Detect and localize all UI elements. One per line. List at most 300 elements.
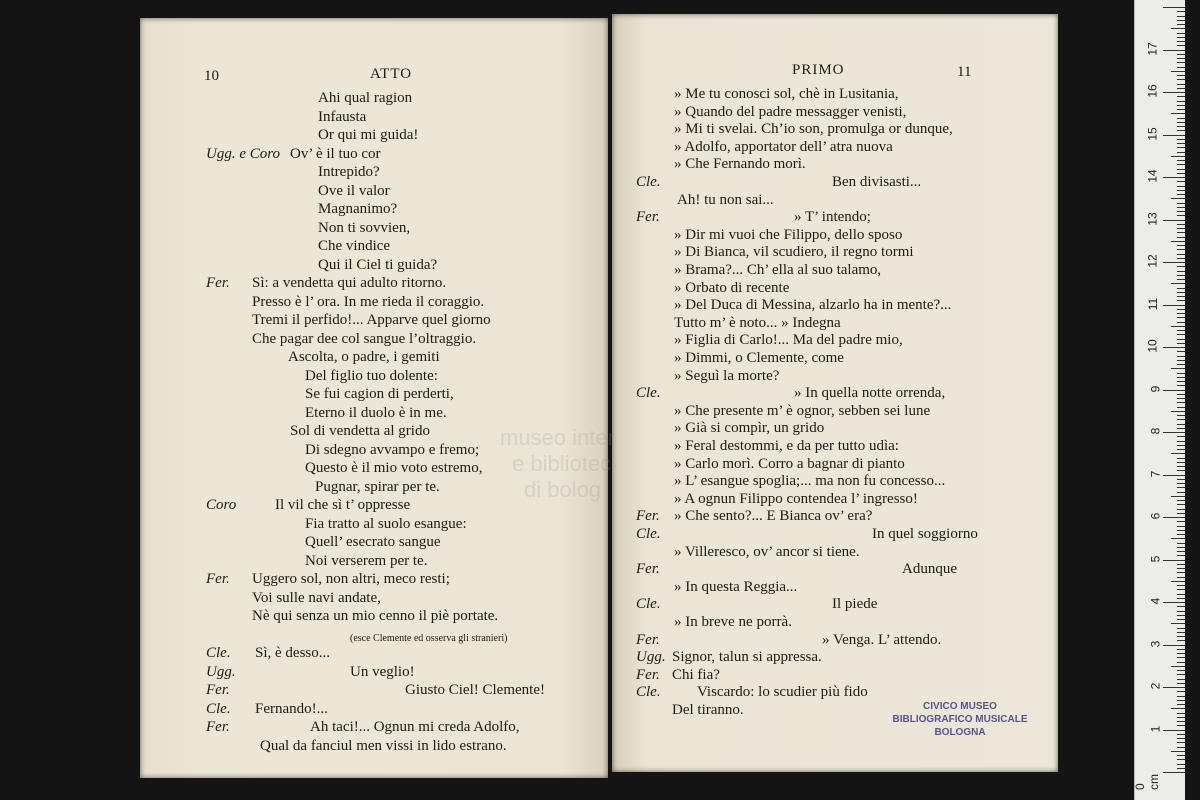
ruler-label: 17 (1145, 41, 1160, 56)
ruler-tick (1177, 483, 1185, 484)
verse-line: » T’ intendo; (794, 209, 871, 226)
verse-line: Il piede (832, 596, 878, 613)
ruler-tick (1177, 657, 1185, 658)
ruler-tick (1177, 228, 1185, 229)
verse-line: » Orbato di recente (674, 279, 790, 296)
ruler-tick (1171, 581, 1185, 582)
ruler-tick (1177, 381, 1185, 382)
library-stamp (890, 700, 1030, 739)
verse-line: » Villeresco, ov’ ancor si tiene. (674, 543, 860, 560)
verse-line: » Già si compìr, un grido (674, 420, 825, 437)
ruler-tick (1177, 109, 1185, 110)
verse-line: » Adolfo, apportator dell’ atra nuova (674, 138, 893, 155)
verse-line: » Dir mi vuoi che Filippo, dello sposo (674, 226, 903, 243)
speaker-label: Ugg. (636, 649, 666, 666)
ruler-tick (1177, 441, 1185, 442)
ruler-tick (1177, 615, 1185, 616)
ruler-tick (1177, 292, 1185, 293)
stamp-line: CIVICO MUSEO (923, 701, 997, 712)
speaker-label: Fer. (206, 682, 230, 698)
ruler-tick (1177, 734, 1185, 735)
ruler-tick (1177, 487, 1185, 488)
ruler-tick (1163, 50, 1185, 51)
ruler-tick (1177, 16, 1185, 17)
ruler-tick (1177, 640, 1185, 641)
verse-line: In quel soggiorno (872, 526, 978, 542)
ruler-tick (1163, 7, 1185, 8)
ruler-tick (1177, 449, 1185, 450)
ruler-tick (1177, 407, 1185, 408)
ruler-tick (1177, 139, 1185, 140)
ruler-tick (1177, 194, 1185, 195)
ruler-tick (1163, 687, 1185, 688)
verse-line: Ov’ è il tuo cor (290, 145, 381, 162)
ruler-tick (1163, 390, 1185, 391)
ruler-tick (1171, 623, 1185, 624)
ruler-label: 9 (1148, 385, 1163, 392)
verse-line: » Venga. L’ attendo. (822, 631, 942, 648)
verse-line: Quell’ esecrato sangue (305, 534, 441, 550)
verse-line: » In quella notte orrenda, (794, 385, 946, 402)
ruler-tick (1177, 152, 1185, 153)
ruler-tick (1177, 764, 1185, 765)
verse-line: Viscardo: lo scudier più fido (697, 684, 868, 701)
verse-line: Fia tratto al suolo esangue: (305, 515, 467, 532)
verse-line: Se fui cagion di perderti, (305, 386, 454, 402)
verse-line: » In breve ne porrà. (674, 614, 792, 630)
speaker-label: Fer. (636, 631, 660, 648)
ruler-tick (1177, 203, 1185, 204)
ruler-tick (1177, 207, 1185, 208)
verse-line: Un veglio! (350, 663, 415, 680)
verse-line: Che vindice (318, 238, 391, 254)
speaker-label: Ugg. (206, 663, 236, 680)
verse-line: Del tiranno. (672, 702, 744, 718)
ruler-tick (1177, 543, 1185, 544)
verse-line: » Seguì la morte? (674, 367, 780, 384)
ruler-tick (1177, 317, 1185, 318)
ruler-label: 16 (1145, 84, 1160, 98)
ruler-tick (1177, 691, 1185, 692)
ruler-tick (1177, 555, 1185, 556)
ruler-tick (1177, 147, 1185, 148)
ruler-tick (1177, 679, 1185, 680)
ruler-tick (1177, 683, 1185, 684)
verse-line: Infausta (318, 108, 367, 125)
ruler-tick (1177, 747, 1185, 748)
ruler-tick (1177, 45, 1185, 46)
ruler-tick (1177, 118, 1185, 119)
ruler-tick (1177, 700, 1185, 701)
verse-line: Uggero sol, non altri, meco resti; (252, 571, 450, 587)
ruler-tick (1177, 79, 1185, 80)
verse-line: Fernando!... (255, 700, 328, 717)
verse-line: Il vil che sì t’ oppresse (275, 497, 411, 513)
ruler-tick (1177, 717, 1185, 718)
verse-line: Del figlio tuo dolente: (305, 367, 438, 384)
ruler-tick (1177, 330, 1185, 331)
ruler-tick (1177, 364, 1185, 365)
verse-line: Or qui mi guida! (318, 127, 419, 143)
ruler-tick (1163, 645, 1185, 646)
verse-line: » A ognun Filippo contendea l’ ingresso! (674, 490, 918, 507)
ruler-tick (1177, 385, 1185, 386)
ruler-tick (1177, 211, 1185, 212)
ruler-tick (1163, 305, 1185, 306)
ruler-tick (1177, 279, 1185, 280)
ruler-tick (1177, 462, 1185, 463)
ruler-tick (1177, 742, 1185, 743)
speaker-label: Fer. (636, 209, 660, 226)
ruler-label: 6 (1148, 512, 1163, 520)
ruler-tick (1177, 526, 1185, 527)
watermark-line: e bibliotec (512, 451, 612, 476)
ruler-tick (1177, 394, 1185, 395)
ruler-tick (1177, 738, 1185, 739)
ruler-tick (1177, 24, 1185, 25)
verse-line: » Che Fernando morì. (674, 156, 806, 173)
speaker-label: Fer. (636, 508, 660, 525)
right-page (612, 14, 1058, 772)
ruler-tick (1177, 351, 1185, 352)
ruler-tick (1177, 41, 1185, 42)
ruler-tick (1177, 755, 1185, 756)
ruler-tick (1177, 258, 1185, 259)
ruler-tick (1177, 215, 1185, 216)
ruler-tick (1177, 415, 1185, 416)
ruler-tick (1163, 220, 1185, 221)
ruler-tick (1177, 33, 1185, 34)
ruler-tick (1177, 190, 1185, 191)
ruler-tick (1171, 751, 1185, 752)
ruler-tick (1177, 67, 1185, 68)
ruler-tick (1177, 598, 1185, 599)
ruler-tick (1177, 232, 1185, 233)
ruler-tick (1163, 92, 1185, 93)
verse-line: » Dimmi, o Clemente, come (674, 350, 844, 366)
verse-line: Ah taci!... Ognun mi creda Adolfo, (310, 719, 520, 735)
ruler-tick (1177, 288, 1185, 289)
ruler-label: 4 (1148, 597, 1163, 605)
ruler-tick (1163, 432, 1185, 433)
ruler-tick (1177, 275, 1185, 276)
ruler-tick (1177, 96, 1185, 97)
speaker-label: Coro (206, 497, 237, 513)
ruler-label: 10 (1145, 339, 1160, 353)
ruler-tick (1171, 113, 1185, 114)
ruler-label: 5 (1148, 555, 1163, 562)
verse-line: » L’ esangue spoglia;... ma non fu concesso... (674, 473, 946, 490)
ruler-tick (1171, 241, 1185, 242)
verse-line: Adunque (902, 561, 957, 578)
ruler-tick (1177, 513, 1185, 514)
ruler-tick (1177, 428, 1185, 429)
ruler-tick (1171, 453, 1185, 454)
ruler-tick (1177, 568, 1185, 569)
verse-line: Sol di vendetta al grido (290, 423, 430, 439)
speaker-label: Cle. (636, 684, 661, 701)
ruler-tick (1177, 547, 1185, 548)
ruler-tick (1171, 28, 1185, 29)
ruler-label: 11 (1145, 297, 1160, 310)
verse-line: » Figlia di Carlo!... Ma del padre mio, (674, 332, 903, 349)
ruler-tick (1163, 475, 1185, 476)
verse-line: Non ti sovvien, (318, 219, 411, 236)
ruler-tick (1177, 619, 1185, 620)
ruler-tick (1171, 198, 1185, 199)
ruler-tick (1177, 636, 1185, 637)
ruler-tick (1171, 411, 1185, 412)
ruler-label: 3 (1148, 640, 1163, 647)
ruler-tick (1177, 424, 1185, 425)
verse-line: Sì, è desso... (255, 645, 330, 661)
ruler-label: 0 cm (1133, 774, 1161, 790)
verse-line: » Brama?... Ch’ ella al suo talamo, (674, 262, 882, 278)
verse-line: » Carlo morì. Corro a bagnar di pianto (674, 455, 905, 472)
ruler-tick (1177, 577, 1185, 578)
speaker-label: Cle. (636, 385, 661, 402)
ruler-tick (1177, 160, 1185, 161)
verse-line: Intrepido? (318, 164, 380, 180)
stamp-line: BOLOGNA (934, 727, 986, 738)
verse-line: Di sdegno avvampo e fremo; (305, 441, 480, 458)
ruler-tick (1177, 130, 1185, 131)
verse-line: » Quando del padre messagger venisti, (674, 103, 907, 120)
ruler-tick (1171, 283, 1185, 284)
ruler-tick (1177, 11, 1185, 12)
ruler-tick (1177, 186, 1185, 187)
verse-line: Magnanimo? (318, 201, 398, 217)
verse-line: Eterno il duolo è in me. (305, 404, 447, 421)
verse-line: Qui il Ciel ti guida? (318, 256, 438, 273)
speaker-label: Cle. (206, 700, 231, 717)
ruler-tick (1177, 445, 1185, 446)
ruler-tick (1177, 101, 1185, 102)
ruler-tick (1177, 296, 1185, 297)
ruler-tick (1163, 262, 1185, 263)
ruler-tick (1177, 266, 1185, 267)
ruler-tick (1177, 334, 1185, 335)
verse-line: » Del Duca di Messina, alzarlo ha in mente?... (674, 297, 952, 314)
ruler-tick (1177, 224, 1185, 225)
ruler-tick (1177, 245, 1185, 246)
ruler-tick (1171, 326, 1185, 327)
ruler-tick (1177, 20, 1185, 21)
ruler-tick (1177, 360, 1185, 361)
verse-line: » Mi ti svelai. Ch’io son, promulga or dunque, (674, 121, 953, 138)
ruler-tick (1163, 730, 1185, 731)
ruler-tick (1177, 458, 1185, 459)
verse-line: Sì: a vendetta qui adulto ritorno. (252, 275, 447, 291)
verse-line: Nè qui senza un mio cenno il piè portate. (252, 608, 499, 624)
verse-line: Che pagar dee col sangue l’oltraggio. (252, 330, 477, 347)
ruler-tick (1177, 122, 1185, 123)
speaker-label: Ugg. e Coro (206, 145, 281, 162)
ruler-tick (1171, 666, 1185, 667)
ruler-tick (1163, 602, 1185, 603)
ruler-tick (1177, 674, 1185, 675)
ruler-tick (1163, 560, 1185, 561)
ruler-tick (1163, 772, 1185, 773)
ruler-tick (1177, 509, 1185, 510)
ruler-tick (1177, 492, 1185, 493)
ruler-tick (1177, 564, 1185, 565)
verse-line: Ascolta, o padre, i gemiti (288, 349, 440, 365)
ruler-tick (1177, 169, 1185, 170)
ruler-tick (1177, 534, 1185, 535)
ruler-label: 12 (1145, 254, 1160, 268)
ruler-tick (1163, 517, 1185, 518)
ruler-tick (1177, 343, 1185, 344)
ruler-tick (1177, 62, 1185, 63)
ruler-label: 13 (1145, 211, 1160, 226)
ruler-tick (1177, 143, 1185, 144)
ruler-tick (1177, 649, 1185, 650)
ruler-tick (1177, 339, 1185, 340)
ruler-tick (1177, 585, 1185, 586)
verse-line: Signor, talun si appressa. (672, 649, 822, 666)
ruler-tick (1177, 768, 1185, 769)
ruler-tick (1177, 632, 1185, 633)
verse-line: Pugnar, spirar per te. (315, 478, 440, 495)
ruler-tick (1177, 313, 1185, 314)
ruler-tick (1177, 606, 1185, 607)
verse-line: Chi fia? (672, 666, 720, 683)
speaker-label: Cle. (636, 526, 661, 542)
speaker-label: Fer. (206, 719, 230, 735)
ruler-tick (1177, 419, 1185, 420)
ruler-tick (1177, 164, 1185, 165)
ruler-tick (1177, 504, 1185, 505)
ruler-tick (1171, 71, 1185, 72)
speaker-label: Cle. (636, 596, 661, 613)
ruler-tick (1177, 696, 1185, 697)
ruler-tick (1163, 347, 1185, 348)
ruler-tick (1163, 177, 1185, 178)
running-head: PRIMO (792, 62, 845, 78)
ruler-tick (1177, 759, 1185, 760)
verse-line: » Di Bianca, vil scudiero, il regno tormi (674, 244, 914, 261)
ruler-tick (1177, 589, 1185, 590)
ruler-tick (1177, 398, 1185, 399)
speaker-label: Fer. (206, 275, 230, 291)
ruler-tick (1177, 300, 1185, 301)
ruler-tick (1177, 37, 1185, 38)
ruler-tick (1177, 466, 1185, 467)
ruler-tick (1177, 88, 1185, 89)
ruler-tick (1163, 135, 1185, 136)
ruler-tick (1177, 58, 1185, 59)
ruler-tick (1177, 54, 1185, 55)
ruler-tick (1171, 156, 1185, 157)
ruler-tick (1177, 402, 1185, 403)
verse-line: Questo è il mio voto estremo, (305, 460, 483, 476)
ruler-tick (1171, 708, 1185, 709)
ruler-label: 8 (1148, 427, 1163, 435)
ruler-tick (1177, 611, 1185, 612)
ruler-tick (1177, 271, 1185, 272)
verse-line: Ah! tu non sai... (677, 191, 774, 208)
ruler-tick (1177, 628, 1185, 629)
ruler-tick (1171, 538, 1185, 539)
ruler-tick (1177, 479, 1185, 480)
speaker-label: Fer. (206, 571, 230, 587)
running-head: ATTO (370, 66, 413, 82)
verse-line: » Feral destommi, e da per tutto udìa: (674, 438, 899, 454)
ruler-tick (1177, 721, 1185, 722)
ruler-tick (1177, 249, 1185, 250)
page-number: 11 (957, 64, 972, 80)
verse-line: Voi sulle navi andate, (252, 589, 381, 606)
ruler-tick (1177, 662, 1185, 663)
ruler-tick (1177, 500, 1185, 501)
ruler-tick (1177, 530, 1185, 531)
page-number: 10 (204, 68, 219, 84)
ruler-tick (1177, 309, 1185, 310)
ruler-tick (1177, 126, 1185, 127)
ruler-tick (1177, 594, 1185, 595)
ruler-tick (1177, 84, 1185, 85)
verse-line: Ove il valor (318, 182, 390, 199)
verse-line: Qual da fanciul men vissi in lido estrano. (260, 737, 507, 754)
ruler-tick (1177, 254, 1185, 255)
verse-line: » Che sento?... E Bianca ov’ era? (674, 508, 873, 525)
speaker-label: Cle. (636, 174, 661, 190)
ruler-tick (1177, 436, 1185, 437)
watermark-line: museo inter (500, 425, 615, 450)
verse-line: Tutto m’ è noto... » Indegna (674, 314, 841, 331)
ruler-tick (1177, 322, 1185, 323)
ruler-tick (1177, 373, 1185, 374)
ruler-label: 14 (1145, 169, 1160, 183)
watermark-line: di bolog (524, 477, 602, 502)
verse-line: » Che presente m’ è ognor, sebben sei lune (674, 402, 931, 419)
watermark (500, 425, 615, 503)
ruler-tick (1177, 725, 1185, 726)
verse-line: Ahi qual ragion (318, 90, 413, 106)
ruler-tick (1177, 704, 1185, 705)
verse-line: » In questa Reggia... (674, 578, 798, 595)
ruler-tick (1177, 551, 1185, 552)
ruler-tick (1177, 653, 1185, 654)
left-page (140, 18, 608, 778)
ruler-tick (1177, 105, 1185, 106)
verse-line: Noi verserem per te. (305, 552, 428, 569)
verse-line: Ben divisasti... (832, 174, 922, 190)
ruler-tick (1177, 670, 1185, 671)
ruler-tick (1177, 75, 1185, 76)
speaker-label: Fer. (636, 666, 660, 683)
ruler-tick (1177, 173, 1185, 174)
speaker-label: Fer. (636, 561, 660, 578)
ruler-tick (1177, 377, 1185, 378)
ruler-tick (1171, 496, 1185, 497)
ruler-label: 7 (1148, 470, 1163, 477)
ruler-tick (1177, 237, 1185, 238)
ruler-label: 1 (1148, 725, 1163, 732)
ruler-tick (1177, 572, 1185, 573)
stamp-line: BIBLIOGRAFICO MUSICALE (892, 714, 1028, 725)
ruler-tick (1177, 356, 1185, 357)
ruler-tick (1177, 181, 1185, 182)
verse-line: Presso è l’ ora. In me rieda il coraggio. (252, 293, 485, 310)
verse-line: » Me tu conosci sol, chè in Lusitania, (674, 86, 899, 102)
ruler-label: 2 (1148, 682, 1163, 690)
verse-line: (esce Clemente ed osserva gli stranieri) (350, 632, 508, 644)
speaker-label: Cle. (206, 645, 231, 661)
ruler-tick (1177, 713, 1185, 714)
ruler-tick (1177, 521, 1185, 522)
